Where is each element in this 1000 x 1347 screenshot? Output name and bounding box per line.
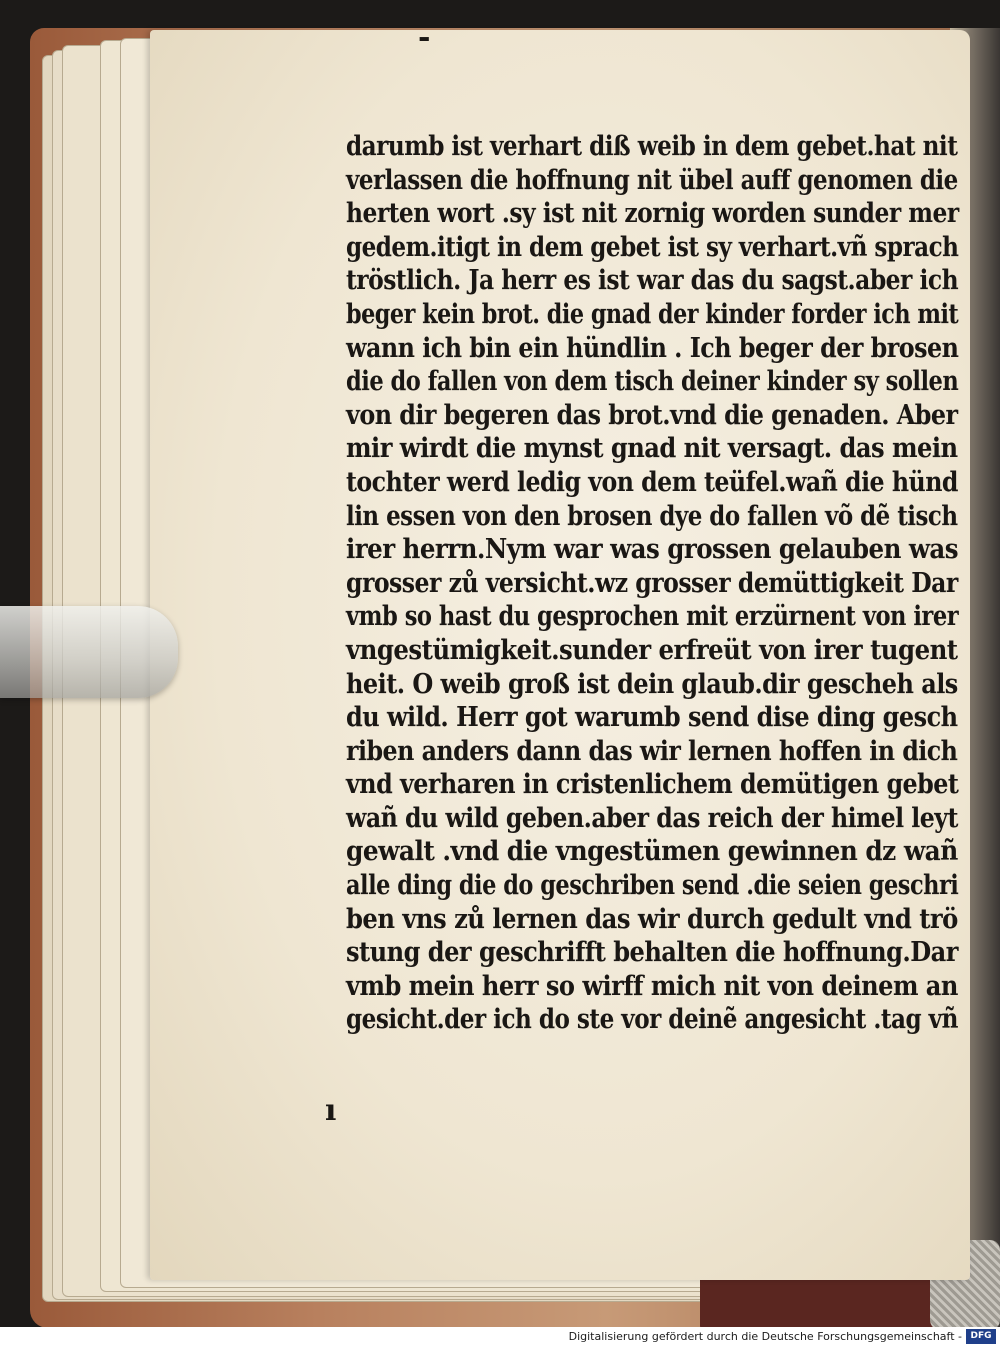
text-line: irer herrn.Nym war was grossen gelauben was [346, 534, 958, 566]
text-line: die do fallen von dem tisch deiner kinder sy sollen [346, 366, 959, 398]
dfg-logo[interactable]: DFG [966, 1329, 996, 1344]
text-line: vmb so hast du gesprochen mit erzürnent von irer [346, 601, 959, 633]
text-line: verlassen die hoffnung nit übel auff genomen die [346, 164, 958, 196]
text-line: darumb ist verhart diß weib in dem gebet.hat nit [346, 131, 958, 162]
text-line: gedem.itigt in dem gebet ist sy verhart.vñ sprach [346, 231, 959, 263]
text-line: von dir begeren das brot.vnd die genaden. Aber [346, 399, 958, 431]
text-line: stung der geschrifft behalten die hoffnung.Dar [346, 937, 958, 969]
text-line: mir wirdt die mynst gnad nit versagt. das mein [346, 433, 958, 465]
text-line: tröstlich. Ja herr es ist war das du sagst.aber ich [346, 265, 959, 297]
text-line: vmb mein herr so wirff mich nit von deinem an [346, 970, 958, 1002]
text-line: gewalt .vnd die vngestümen gewinnen dz wañ [346, 836, 958, 868]
text-line: alle ding die do geschriben send .die seien geschri [346, 870, 959, 902]
text-line: vngestümigkeit.sunder erfreüt von irer tugent [346, 634, 958, 666]
text-line: herten wort .sy ist nit zornig worden sunder mer [346, 198, 959, 230]
funding-notice: Digitalisierung gefördert durch die Deutsche Forschungsgemeinschaft - [568, 1330, 962, 1343]
text-line: wañ du wild geben.aber das reich der himel leyt [346, 802, 958, 834]
text-line: wann ich bin ein hündlin . Ich beger der brosen [346, 332, 959, 364]
text-line: du wild. Herr got warumb send dise ding gesch [346, 702, 958, 734]
text-line: beger kein brot. die gnad der kinder forder ich mit [346, 298, 959, 330]
text-line: riben anders dann das wir lernen hoffen in dich [346, 735, 958, 767]
text-line: vnd verharen in cristenlichem demütigen gebet [346, 769, 959, 801]
page-text [346, 130, 966, 1037]
text-line: gesicht.der ich do ste vor deinẽ angesicht .tag vñ [346, 1004, 958, 1036]
side-mark: ı [325, 1093, 337, 1128]
text-line: ben vns zů lernen das wir durch gedult vnd trö [346, 903, 958, 935]
glass-page-weight [0, 606, 178, 698]
footer-bar [0, 1327, 1000, 1347]
text-line: tochter werd ledig von dem teüfel.wañ die hünd [346, 466, 958, 498]
top-mark: - [418, 20, 431, 55]
text-line: heit. O weib groß ist dein glaub.dir gescheh als [346, 668, 958, 700]
text-line: lin essen von den brosen dye do fallen võ dẽ tisch [346, 500, 958, 532]
text-line: grosser zů versicht.wz grosser demüttigkeit Dar [346, 567, 958, 599]
